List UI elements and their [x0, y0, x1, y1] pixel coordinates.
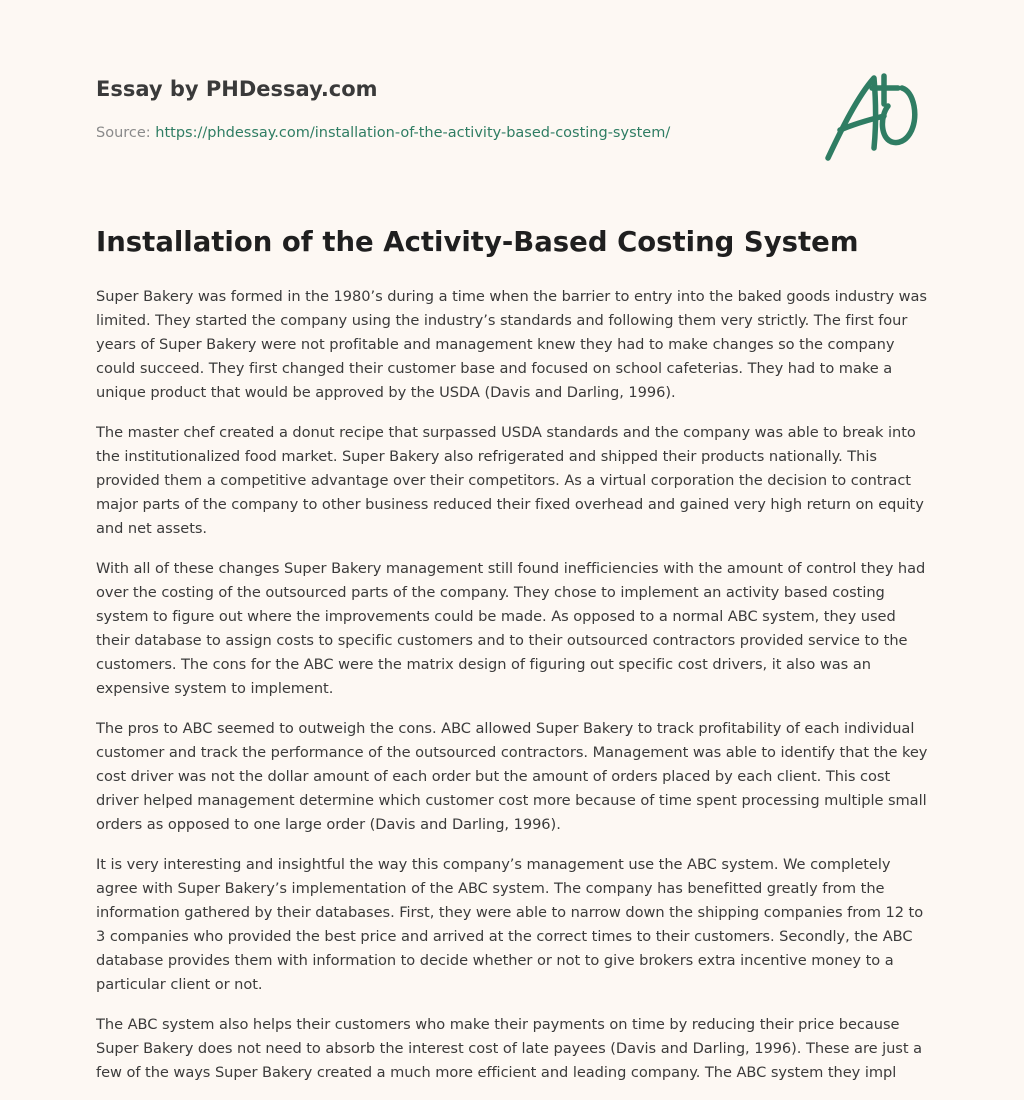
essay-paragraph: The master chef created a donut recipe that surpassed USDA standards and the company was able to break into the institutionalized food market. Super Bakery also refrigerated and shipped their products nationally. This provided them a competitive advantage over their competitors. As a virtual corporation the decision to contract major parts of the company to other business reduced their fixed overhead and gained very high return on equity and net assets. [96, 424, 924, 537]
essay-paragraph: It is very interesting and insightful the way this company’s management use the ABC system. We completely agree with Super Bakery’s implementation of the ABC system. The company has benefitted greatly from the information gathered by their databases. First, they were able to narrow down the shipping companies from 12 to 3 companies who provided the best price and arrived at the correct times to their customers. Secondly, the ABC database provides them with information to decide whether or not to give brokers extra incentive money to a particular client or not. [96, 856, 924, 993]
essay-paragraph: With all of these changes Super Bakery management still found inefficiencies with the amount of control they had over the costing of the outsourced parts of the company. They chose to implement an activity based costing system to figure out where the improvements could be made. As opposed to a normal ABC system, they used their database to assign costs to specific customers and to their outsourced contractors provided service to the customers. The cons for the ABC were the matrix design of figuring out specific cost drivers, it also was an expensive system to implement. [96, 560, 926, 697]
page-header [96, 0, 928, 190]
source-label: Source: [96, 125, 151, 141]
essay-paragraph: The ABC system also helps their customers who make their payments on time by reducing their price because Super Bakery does not need to absorb the interest cost of late payees (Davis and Darling, 1996). These are just a few of the ways Super Bakery created a much more efficient and leading company. The ABC system they impl [96, 1016, 923, 1081]
essay-page [96, 0, 928, 1081]
source-link[interactable]: https://phdessay.com/installation-of-the-activity-based-costing-system/ [155, 125, 671, 141]
source-line [96, 125, 670, 141]
essay-title: Installation of the Activity-Based Costing System [96, 226, 859, 258]
essay-paragraph: Super Bakery was formed in the 1980’s during a time when the barrier to entry into the baked goods industry was limited. They started the company using the industry’s standards and following them very strictly. The first four years of Super Bakery were not profitable and management knew they had to make changes so the company could succeed. They first changed their customer base and focused on school cafeterias. They had to make a unique product that would be approved by the USDA (Davis and Darling, 1996). [96, 288, 927, 401]
essay-body [96, 285, 928, 1100]
site-title: Essay by PHDessay.com [96, 77, 378, 101]
essay-paragraph: The pros to ABC seemed to outweigh the cons. ABC allowed Super Bakery to track profitability of each individual customer and track the performance of the outsourced contractors. Management was able to identify that the key cost driver was not the dollar amount of each order but the amount of orders placed by each client. This cost driver helped management determine which customer cost more because of time spent processing multiple small orders as opposed to one large order (Davis and Darling, 1996). [96, 720, 928, 833]
a-plus-logo-icon [822, 68, 926, 164]
